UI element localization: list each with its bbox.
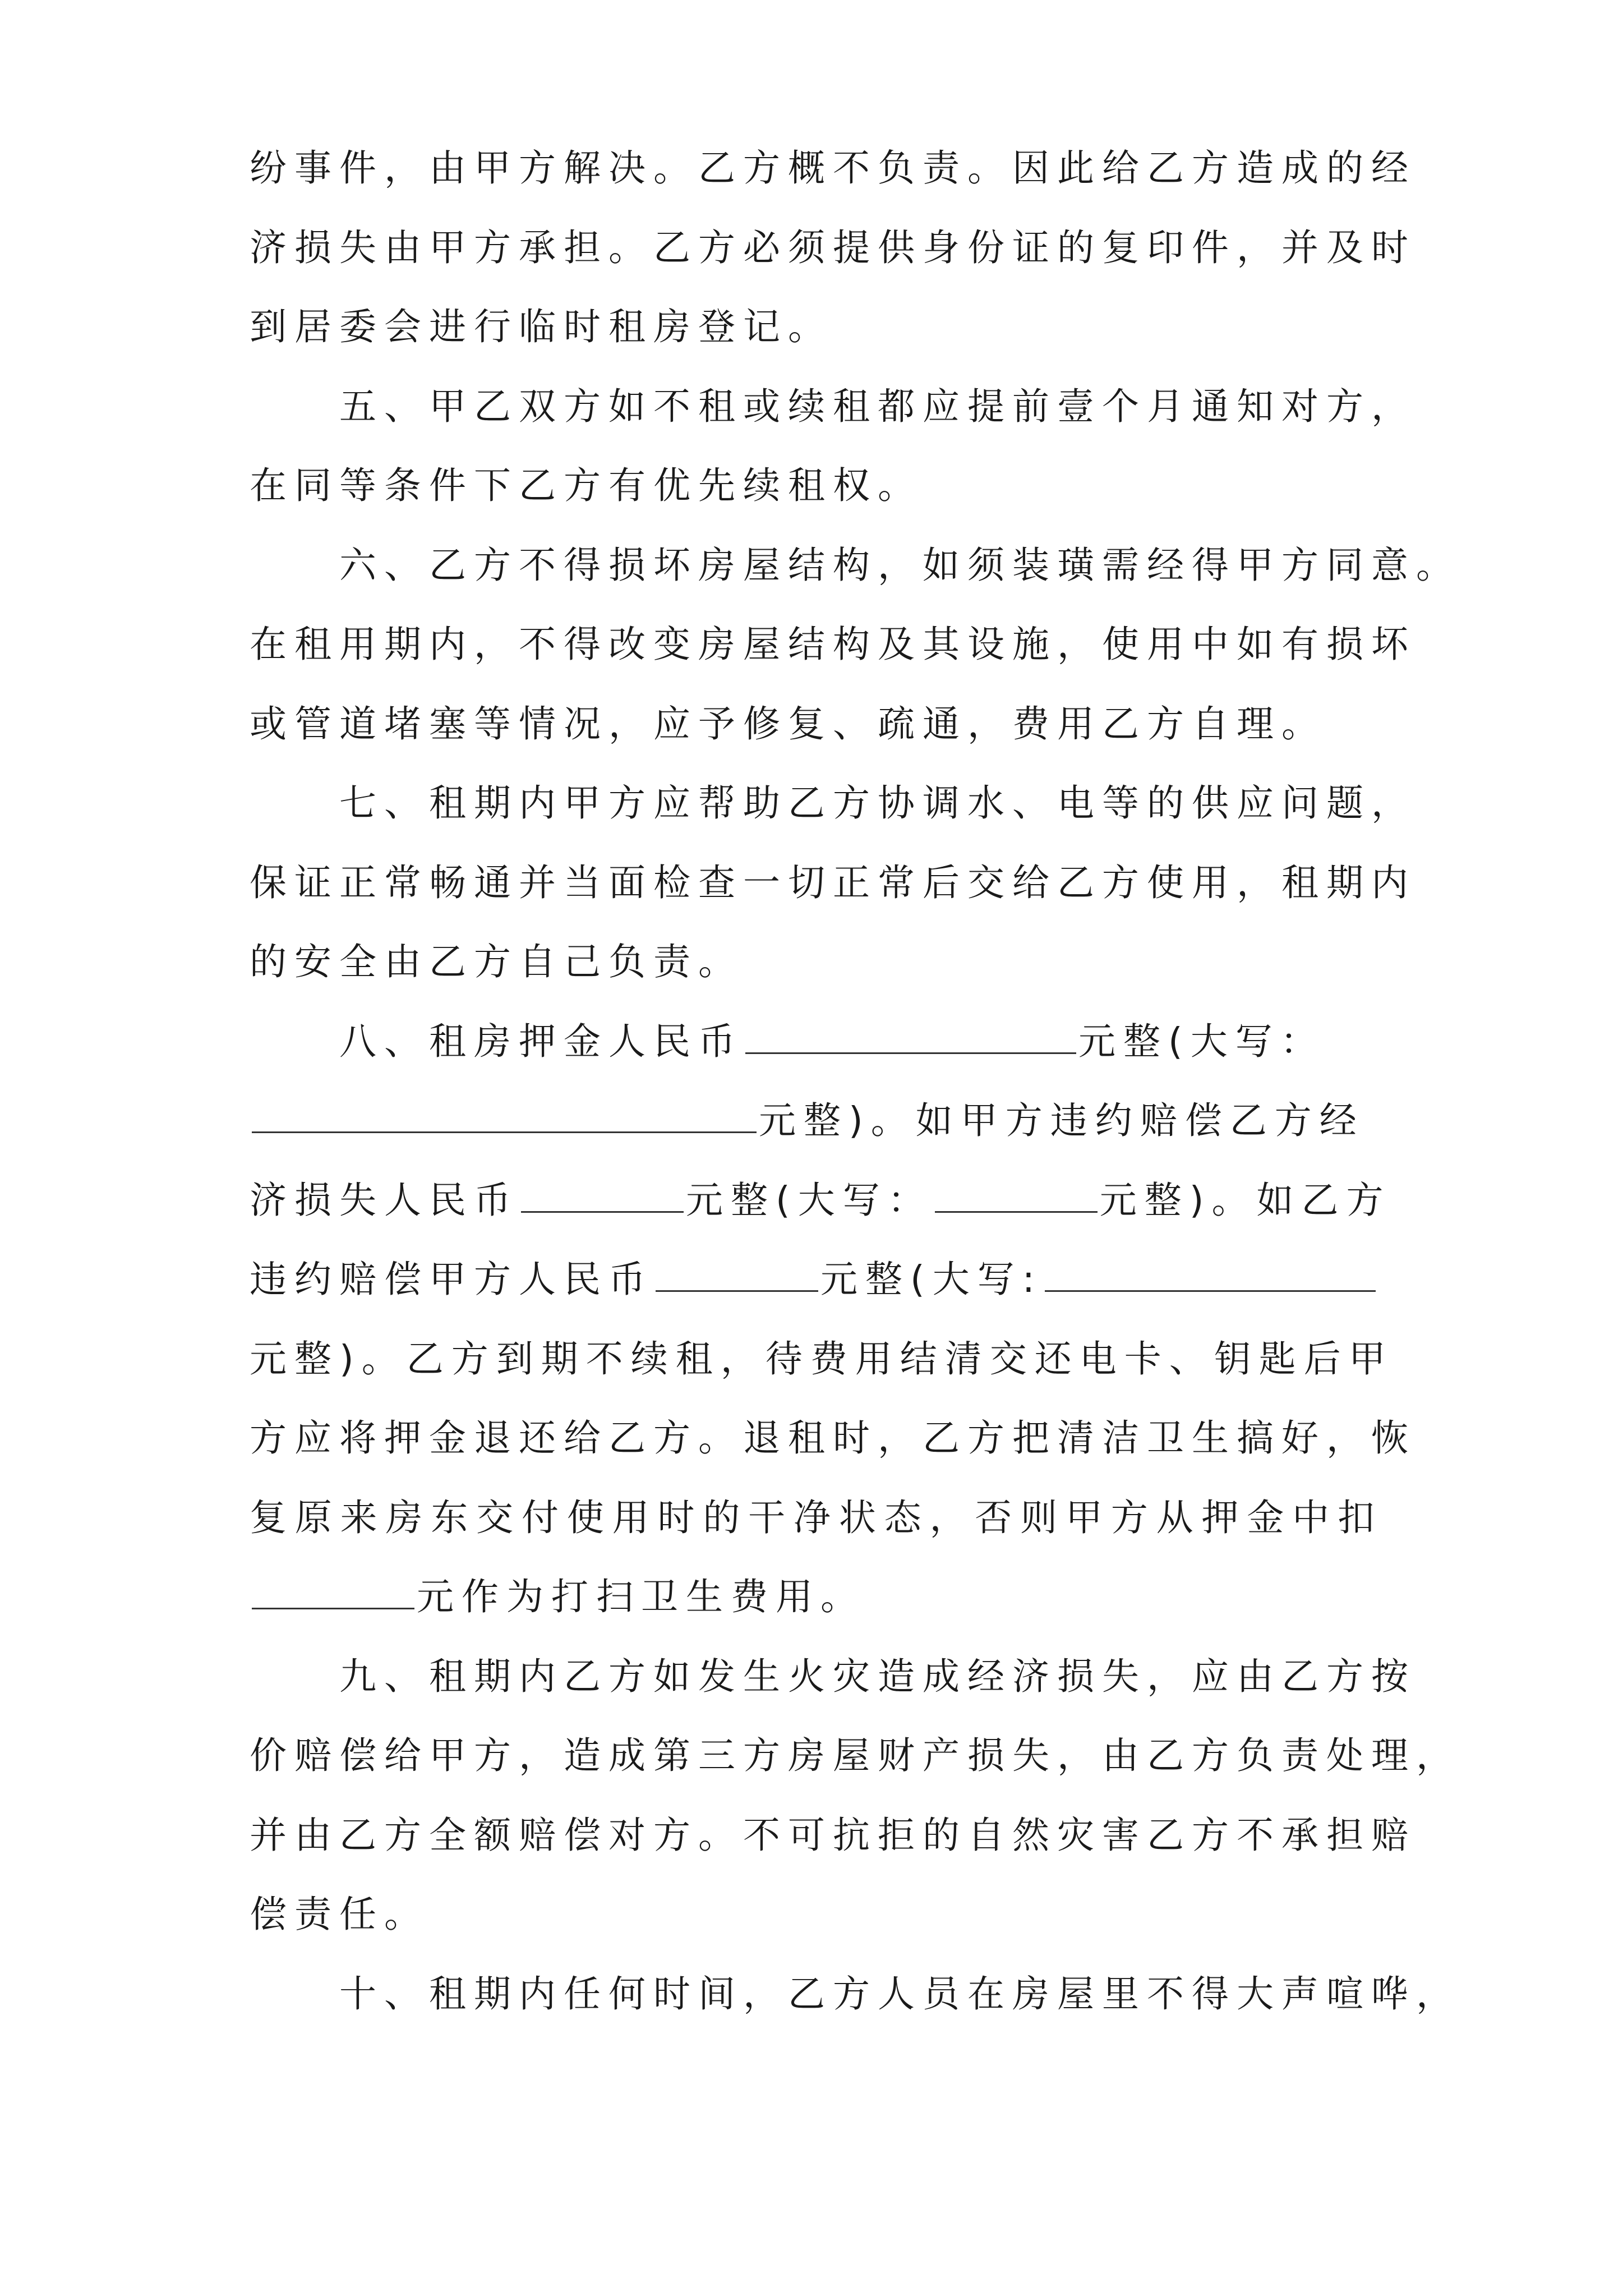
line-text: 偿责任。 [250,1893,429,1936]
line-text: 方应将押金退还给乙方。退租时，乙方把清洁卫生搞好，恢 [250,1416,1416,1460]
fill-in-blank [252,1099,757,1133]
paragraph-line [250,844,1416,922]
fill-in-blank [252,1575,414,1609]
paragraph-line [250,1161,1391,1240]
fill-in-blank [1045,1258,1376,1292]
paragraph-line [250,209,1416,287]
paragraph-line [250,1717,1461,1795]
paragraph-first-line [339,1955,1461,2033]
paragraph-line [250,288,1382,366]
line-text: 纷事件，由甲方解决。乙方概不负责。因此给乙方造成的经 [250,146,1416,190]
line-text: 八、租房押金人民币 [339,1019,743,1063]
line-text: 的安全由乙方自己负责。 [250,940,743,983]
paragraph-line [250,1479,1382,1557]
line-text: 或管道堵塞等情况，应予修复、疏通，费用乙方自理。 [250,702,1326,746]
paragraph-line [250,1875,1382,1954]
line-text: 五、甲乙双方如不租或续租都应提前壹个月通知对方， [339,384,1416,428]
fill-in-blank [656,1258,818,1292]
line-text: 七、租期内甲方应帮助乙方协调水、电等的供应问题， [339,781,1416,825]
line-text: 保证正常畅通并当面检查一切正常后交给乙方使用，租期内 [250,861,1416,904]
paragraph-line [250,1796,1416,1875]
line-text: 九、租期内乙方如发生火灾造成经济损失，应由乙方按 [339,1654,1416,1698]
line-text: 并由乙方全额赔偿对方。不可抗拒的自然灾害乙方不承担赔 [250,1813,1416,1857]
paragraph-line [250,605,1416,684]
line-text: 济损失人民币 [250,1178,519,1222]
paragraph-first-line [339,764,1416,843]
paragraph-first-line [339,1637,1416,1716]
paragraph-line [250,1399,1416,1478]
fill-in-blank [521,1179,684,1213]
paragraph-line [250,1240,1382,1319]
line-text: 元整)。如甲方违约赔偿乙方经 [759,1099,1364,1142]
paragraph-first-line [339,1002,1382,1081]
line-text: 六、乙方不得损坏房屋结构，如须装璜需经得甲方同意。 [339,543,1461,587]
line-text: 元整(大写： [686,1178,933,1222]
line-text: 违约赔偿甲方人民币 [250,1258,653,1301]
paragraph-line [250,923,1382,1001]
paragraph-line [250,685,1382,763]
fill-in-blank [745,1020,1076,1054]
line-text: 济损失由甲方承担。乙方必须提供身份证的复印件，并及时 [250,226,1416,269]
line-text: 到居委会进行临时租房登记。 [250,305,833,348]
line-text: 在租用期内，不得改变房屋结构及其设施，使用中如有损坏 [250,623,1416,666]
paragraph-line [250,1558,1382,1636]
paragraph-first-line [339,526,1461,605]
line-text: 复原来房东交付使用时的干净状态，否则甲方从押金中扣 [250,1496,1382,1539]
line-text: 在同等条件下乙方有优先续租权。 [250,464,923,507]
line-text: 元整)。如乙方 [1099,1178,1391,1222]
line-text: 价赔偿给甲方，造成第三方房屋财产损失，由乙方负责处理， [250,1734,1461,1777]
line-text: 元整(大写： [1078,1019,1325,1063]
fill-in-blank [935,1179,1098,1213]
line-text: 元作为打扫卫生费用。 [417,1575,865,1618]
paragraph-line [250,447,1382,525]
line-text: 元整(大写: [820,1258,1043,1301]
paragraph-line [250,129,1416,208]
paragraph-first-line [339,367,1416,446]
line-text: 元整)。乙方到期不续租，待费用结清交还电卡、钥匙后甲 [250,1337,1394,1381]
paragraph-line [250,1082,1382,1160]
line-text: 十、租期内任何时间，乙方人员在房屋里不得大声喧哗， [339,1972,1461,2016]
paragraph-line [250,1320,1394,1398]
